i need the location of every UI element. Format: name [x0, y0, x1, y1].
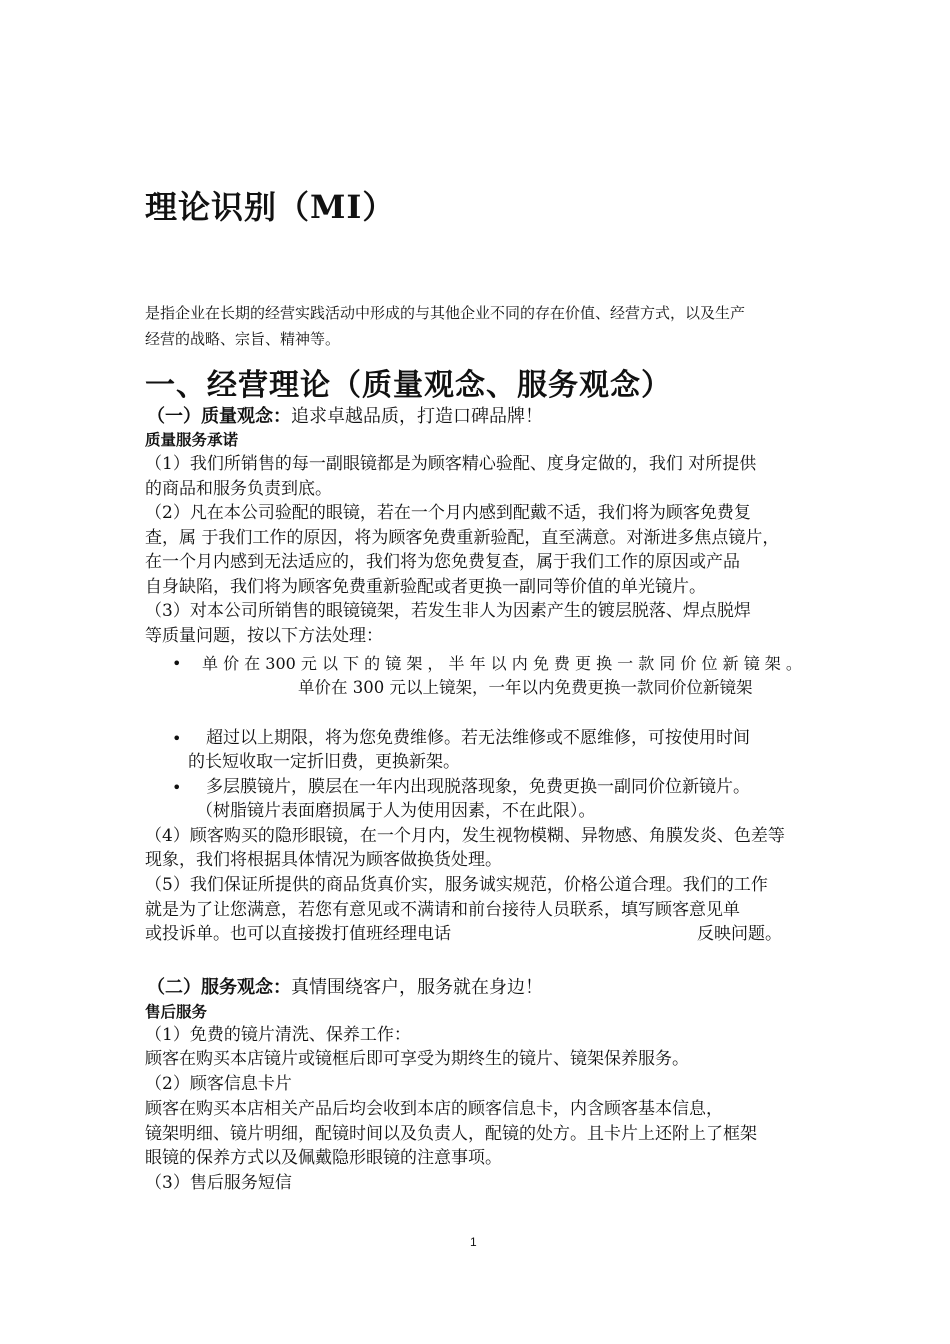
quality-heading-rest: 追求卓越品质，打造口碑品牌！ — [291, 406, 543, 427]
quality-heading — [147, 402, 543, 428]
quality-line-13-right: 反映问题。 — [697, 924, 782, 944]
service-line-5: 镜架明细、镜片明细，配镜时间以及负责人，配镜的处方。且卡片上还附上了框架 — [145, 1124, 757, 1144]
quality-minor-heading: 质量服务承诺 — [145, 431, 239, 449]
service-minor-heading: 售后服务 — [145, 1003, 208, 1021]
quality-line-5: 在一个月内感到无法适应的，我们将为您免费复查，属于我们工作的原因或产品 — [145, 552, 740, 572]
quality-heading-bold: （一）质量观念： — [147, 406, 291, 427]
quality-line-1: （1）我们所销售的每一副眼镜都是为顾客精心验配、度身定做的，我们 对所提供 — [145, 454, 757, 474]
quality-line-10: 现象，我们将根据具体情况为顾客做换货处理。 — [145, 850, 502, 870]
page-number: 1 — [470, 1235, 477, 1249]
bullet-3-line-2: （树脂镜片表面磨损属于人为使用因素，不在此限）。 — [196, 801, 596, 821]
bullet-3-line-1: 多层膜镜片，膜层在一年内出现脱落现象，免费更换一副同价位新镜片。 — [206, 777, 750, 797]
bullet-marker-2: • — [172, 729, 182, 748]
service-line-7: （3）售后服务短信 — [145, 1173, 292, 1193]
bullet-1-line-2: 单价在 300 元以上镜架，一年以内免费更换一款同价位新镜架 — [298, 678, 753, 697]
bullet-marker-3: • — [172, 778, 182, 797]
quality-line-6: 自身缺陷，我们将为顾客免费重新验配或者更换一副同等价值的单光镜片。 — [145, 577, 706, 597]
bullet-2-line-1: 超过以上期限，将为您免费维修。若无法维修或不愿维修，可按使用时间 — [206, 728, 750, 748]
service-line-3: （2）顾客信息卡片 — [145, 1074, 292, 1094]
bullet-1-line-1: 单 价 在 300 元 以 下 的 镜 架 ， 半 年 以 内 免 费 更 换 一 款 同 价 位 新 镜 架 。 — [202, 654, 802, 673]
quality-line-9: （4）顾客购买的隐形眼镜，在一个月内，发生视物模糊、异物感、角膜发炎、色差等 — [145, 826, 785, 846]
service-line-1: （1）免费的镜片清洗、保养工作： — [145, 1025, 411, 1045]
section-heading-1: 一、经营理论（质量观念、服务观念） — [145, 368, 672, 403]
quality-line-11: （5）我们保证所提供的商品货真价实，服务诚实规范，价格公道合理。我们的工作 — [145, 875, 768, 895]
quality-line-8: 等质量问题，按以下方法处理： — [145, 626, 383, 646]
quality-line-4: 查，属 于我们工作的原因，将为顾客免费重新验配，直至满意。对渐进多焦点镜片， — [145, 528, 780, 548]
service-heading-rest: 真情围绕客户，服务就在身边！ — [291, 977, 543, 998]
service-line-6: 眼镜的保养方式以及佩戴隐形眼镜的注意事项。 — [145, 1148, 502, 1168]
quality-line-7: （3）对本公司所销售的眼镜镜架，若发生非人为因素产生的镀层脱落、焊点脱焊 — [145, 601, 751, 621]
bullet-2-line-2: 的长短收取一定折旧费，更换新架。 — [188, 752, 460, 772]
service-heading-bold: （二）服务观念： — [147, 977, 291, 998]
quality-line-3: （2）凡在本公司验配的眼镜，若在一个月内感到配戴不适，我们将为顾客免费复 — [145, 503, 751, 523]
intro-line-2: 经营的战略、宗旨、精神等。 — [145, 330, 341, 348]
service-line-2: 顾客在购买本店镜片或镜框后即可享受为期终生的镜片、镜架保养服务。 — [145, 1049, 689, 1069]
document-title: 理论识别（MI） — [145, 188, 396, 226]
service-line-4: 顾客在购买本店相关产品后均会收到本店的顾客信息卡，内含顾客基本信息， — [145, 1099, 723, 1119]
quality-line-13-left: 或投诉单。也可以直接拨打值班经理电话 — [145, 924, 451, 944]
quality-line-12: 就是为了让您满意，若您有意见或不满请和前台接待人员联系，填写顾客意见单 — [145, 900, 740, 920]
bullet-marker-1: • — [172, 654, 182, 673]
quality-line-2: 的商品和服务负责到底。 — [145, 479, 332, 499]
service-heading — [147, 973, 543, 999]
intro-line-1: 是指企业在长期的经营实践活动中形成的与其他企业不同的存在价值、经营方式，以及生产 — [145, 304, 746, 322]
